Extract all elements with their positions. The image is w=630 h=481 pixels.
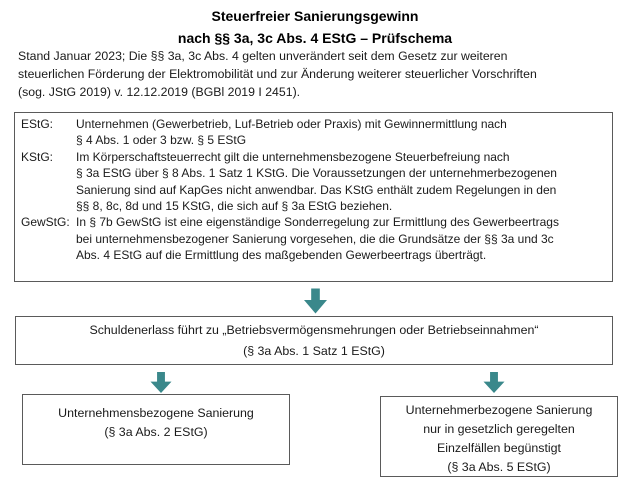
result-box-line: (§ 3a Abs. 5 EStG) — [447, 460, 551, 474]
intro-line: Stand Januar 2023; Die §§ 3a, 3c Abs. 4 gelten unverändert seit dem Gesetz zur weiteren — [18, 49, 508, 63]
intro-line: (sog. JStG 2019) v. 12.12.2019 (BGBl 2019 I 2451). — [18, 85, 301, 99]
law-entry-label: KStG: — [21, 149, 54, 164]
law-entry-line: §§ 8, 8c, 8d und 15 KStG, die sich auf § 3a EStG beziehen. — [76, 199, 393, 214]
schuldenerlass-box — [15, 316, 613, 365]
law-entry-line: Abs. 4 EStG auf die Ermittlung des maßgebenden Gewerbeertrags überträgt. — [76, 248, 487, 263]
unternehmerbezogene-sanierung-box — [380, 396, 618, 477]
law-entry-line: In § 7b GewStG ist eine eigenständige Sonderregelung zur Ermittlung des Gewerbeertrags — [76, 215, 559, 230]
unternehmensbezogene-sanierung-box — [22, 394, 290, 465]
law-entry-line: Sanierung sind auf KapGes nicht anwendbar. Das KStG enthält zudem Regelungen in den — [76, 182, 557, 197]
law-entry-label: EStG: — [21, 117, 54, 131]
down-arrow-icon — [483, 372, 505, 393]
law-entry-line: bei unternehmensbezogener Sanierung vorgesehen, die die Grundsätze der §§ 3a und 3c — [76, 231, 554, 246]
law-entry-text — [76, 149, 608, 215]
schuldenerlass-box-line1: Schuldenerlass führt zu „Betriebsvermögensmehrungen oder Betriebseinnahmen“ — [89, 323, 539, 337]
result-box-line: (§ 3a Abs. 2 EStG) — [104, 425, 208, 439]
schuldenerlass-box-line2: (§ 3a Abs. 1 Satz 1 EStG) — [243, 344, 385, 358]
intro-line: steuerlichen Förderung der Elektromobilität und zur Änderung weiterer steuerlicher Vorschriften — [18, 67, 537, 81]
result-box-line: Einzelfällen begünstigt — [437, 441, 561, 455]
intro-paragraph — [18, 47, 618, 101]
down-arrow-icon — [304, 288, 327, 314]
law-entry-estg — [21, 116, 608, 149]
law-entry-kstg — [21, 149, 608, 215]
result-box-line: Unternehmensbezogene Sanierung — [58, 406, 254, 420]
law-entry-label: GewStG: — [21, 215, 70, 230]
result-box-line: Unternehmerbezogene Sanierung — [405, 403, 593, 417]
law-entry-text — [76, 214, 608, 263]
law-entry-line: Im Körperschaftsteuerrecht gilt die unternehmensbezogene Steuerbefreiung nach — [76, 149, 510, 164]
page-title — [0, 5, 630, 49]
page-title-line2: nach §§ 3a, 3c Abs. 4 EStG – Prüfschema — [177, 30, 453, 46]
law-entry-line: Unternehmen (Gewerbetrieb, Luf-Betrieb oder Praxis) mit Gewinnermittlung nach — [76, 117, 507, 131]
law-entry-line: § 4 Abs. 1 oder 3 bzw. § 5 EStG — [76, 133, 247, 148]
result-box-line: nur in gesetzlich geregelten — [423, 422, 575, 436]
law-entry-text — [76, 116, 608, 149]
law-entry-line: § 3a EStG über § 8 Abs. 1 Satz 1 KStG. Die Voraussetzungen der unternehmerbezogenen — [76, 166, 557, 181]
law-definitions-box — [14, 112, 613, 282]
law-entry-gewstg — [21, 214, 608, 263]
page-title-line1: Steuerfreier Sanierungsgewinn — [211, 8, 419, 24]
down-arrow-icon — [150, 372, 172, 393]
